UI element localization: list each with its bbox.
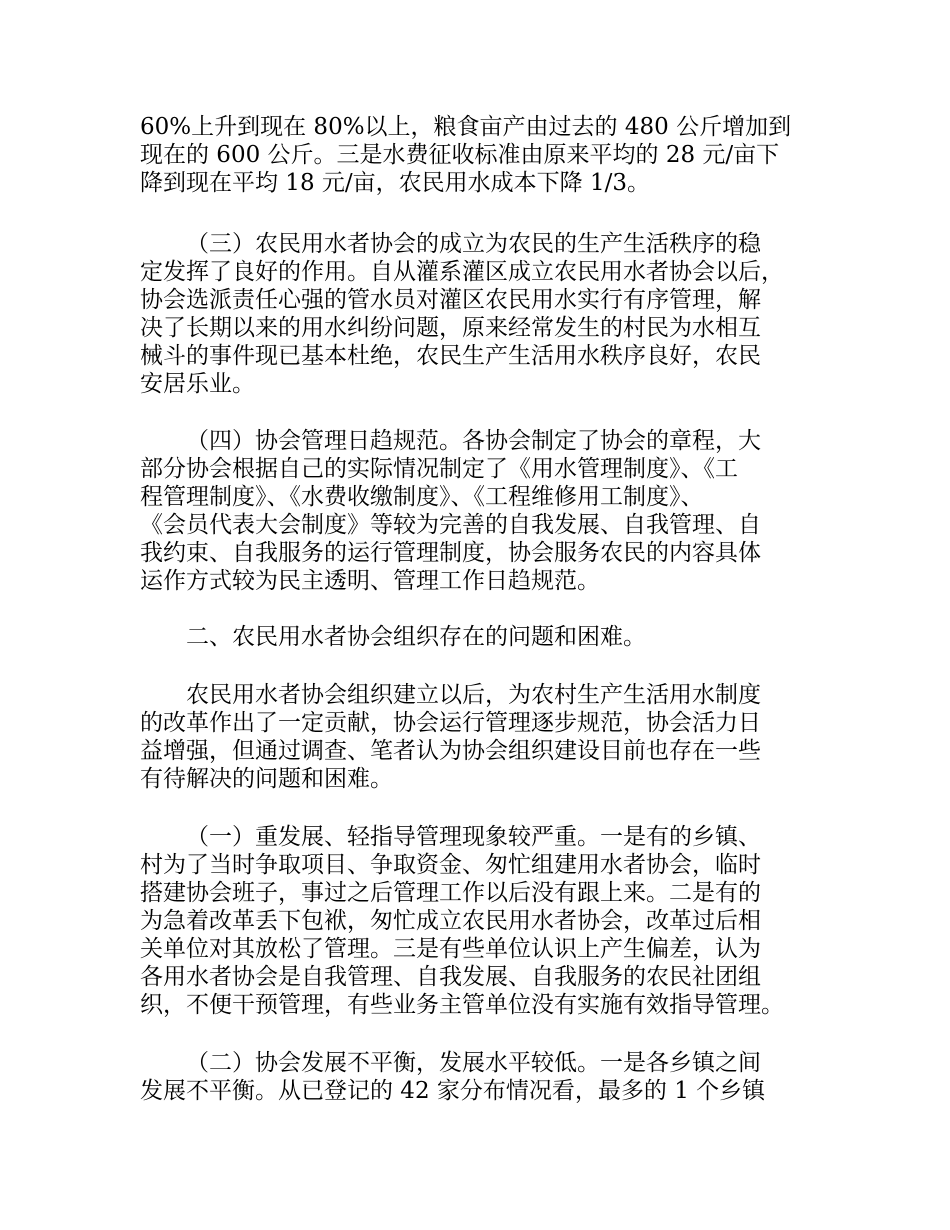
paragraph-problem-2	[140, 1049, 830, 1105]
text-line: 为急着改革丢下包袱，匆忙成立农民用水者协会，改革过后相	[140, 908, 761, 934]
section-heading-2	[140, 623, 830, 651]
text-line: （一）重发展、轻指导管理现象较严重。一是有的乡镇、	[186, 824, 761, 850]
text-line: 搭建协会班子，事过之后管理工作以后没有跟上来。二是有的	[140, 880, 761, 906]
text-line: 二、农民用水者协会组织存在的问题和困难。	[186, 624, 646, 650]
text-line: 农民用水者协会组织建立以后，为农村生产生活用水制度	[186, 682, 761, 708]
text-line: 决了长期以来的用水纠纷问题，原来经常发生的村民为水相互	[140, 315, 761, 341]
text-line: 部分协会根据自己的实际情况制定了《用水管理制度》、《工	[140, 456, 738, 482]
text-line: 益增强，但通过调查、笔者认为协会组织建设目前也存在一些	[140, 738, 761, 764]
text-line: 协会选派责任心强的管水员对灌区农民用水实行有序管理，解	[140, 287, 761, 313]
text-line: 发展不平衡。从已登记的 42 家分布情况看，最多的 1 个乡镇	[140, 1078, 766, 1104]
paragraph-section-3	[140, 230, 830, 398]
text-line: 现在的 600 公斤。三是水费征收标准由原来平均的 28 元/亩下	[140, 142, 780, 168]
paragraph-continuation	[140, 113, 830, 197]
text-line: （四）协会管理日趋规范。各协会制定了协会的章程，大	[186, 428, 761, 454]
text-line: 降到现在平均 18 元/亩，农民用水成本下降 1/3。	[140, 170, 650, 196]
text-line: 60%上升到现在 80%以上，粮食亩产由过去的 480 公斤增加到	[140, 114, 792, 140]
text-line: （三）农民用水者协会的成立为农民的生产生活秩序的稳	[186, 231, 761, 257]
text-line: 运作方式较为民主透明、管理工作日趋规范。	[140, 568, 600, 594]
text-line: 村为了当时争取项目、争取资金、匆忙组建用水者协会，临时	[140, 852, 761, 878]
text-line: 《会员代表大会制度》等较为完善的自我发展、自我管理、自	[140, 512, 761, 538]
paragraph-intro	[140, 681, 830, 793]
text-line: 各用水者协会是自我管理、自我发展、自我服务的农民社团组	[140, 964, 761, 990]
text-line: 我约束、自我服务的运行管理制度，协会服务农民的内容具体	[140, 540, 761, 566]
text-line: （二）协会发展不平衡，发展水平较低。一是各乡镇之间	[186, 1050, 761, 1076]
text-line: 的改革作出了一定贡献，协会运行管理逐步规范，协会活力日	[140, 710, 761, 736]
paragraph-problem-1	[140, 823, 830, 1019]
text-line: 关单位对其放松了管理。三是有些单位认识上产生偏差，认为	[140, 936, 761, 962]
paragraph-section-4	[140, 427, 830, 595]
text-line: 械斗的事件现已基本杜绝，农民生产生活用水秩序良好，农民	[140, 343, 761, 369]
text-line: 安居乐业。	[140, 371, 255, 397]
text-line: 织，不便干预管理，有些业务主管单位没有实施有效指导管理。	[140, 992, 784, 1018]
text-line: 程管理制度》、《水费收缴制度》、《工程维修用工制度》、	[140, 484, 704, 510]
text-line: 有待解决的问题和困难。	[140, 766, 393, 792]
text-line: 定发挥了良好的作用。自从灌系灌区成立农民用水者协会以后，	[140, 259, 784, 285]
